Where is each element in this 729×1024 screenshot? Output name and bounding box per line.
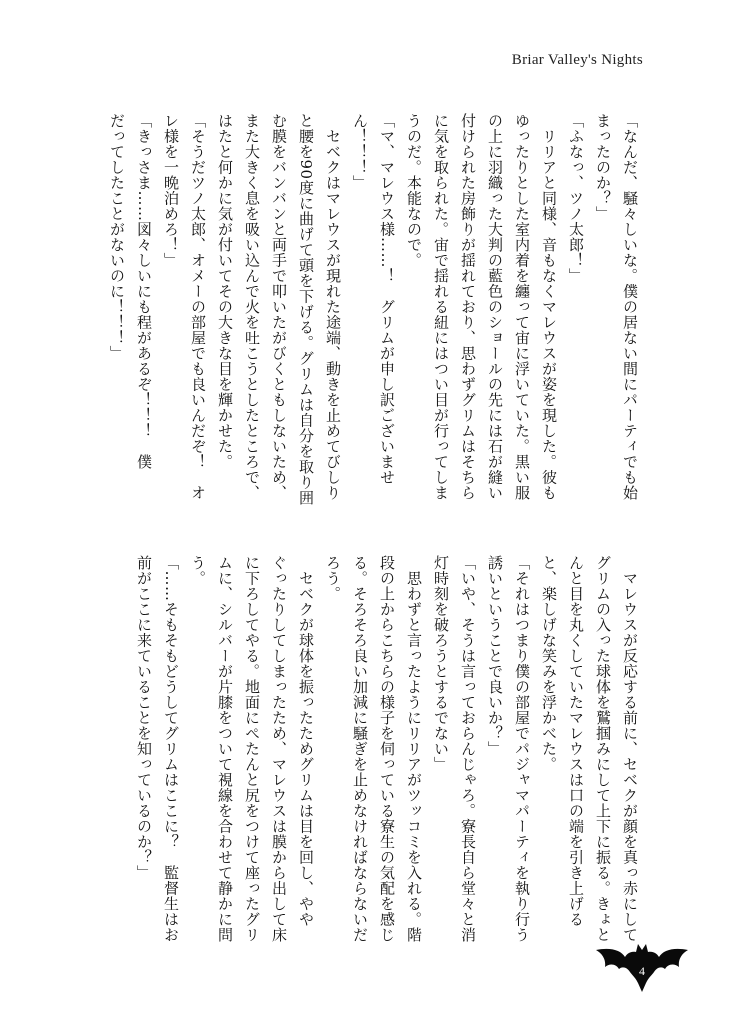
text-line: ムに、シルバーが片膝をついて視線を合わせて静かに問 bbox=[216, 555, 234, 943]
running-header: Briar Valley's Nights bbox=[511, 52, 643, 68]
page-number: 4 bbox=[639, 964, 645, 978]
text-block-top bbox=[103, 113, 643, 508]
text-line: の上に羽織った大判の藍色のショールの先には石が縫い bbox=[486, 113, 504, 501]
text-line: 思わずと言ったようにリリアがツッコミを入れる。階 bbox=[405, 555, 423, 943]
text-line: グリムの入った球体を鷲掴みにして上下に振る。きょと bbox=[594, 555, 612, 943]
text-line: 「……そもそもどうしてグリムはここに？ 監督生はお bbox=[162, 555, 180, 943]
text-line: 「ふなっ、ツノ太郎！」 bbox=[567, 113, 585, 284]
text-line: ゆったりとした室内着を纏って宙に浮いていた。黒い服 bbox=[513, 113, 531, 501]
text-block-bottom bbox=[130, 555, 643, 943]
text-line: ぐったりしてしまったため、マレウスは膜から出して床 bbox=[270, 555, 288, 943]
text-line: 前がここに来ていることを知っているのか？」 bbox=[135, 555, 153, 881]
text-line: と腰を90度に曲げて頭を下げる。グリムは自分を取り囲 bbox=[297, 113, 315, 506]
text-line: 段の上からこちらの様子を伺っている寮生の気配を感じ bbox=[378, 555, 396, 943]
text-line: 灯時刻を破ろうとするでない」 bbox=[432, 555, 450, 772]
text-line: 「なんだ、騒々しいな。僕の居ない間にパーティでも始 bbox=[621, 113, 639, 501]
text-line: マレウスが反応する前に、セベクが顔を真っ赤にして bbox=[621, 555, 639, 943]
text-line: んと目を丸くしていたマレウスは口の端を引き上げる bbox=[567, 555, 585, 927]
page-footer bbox=[594, 942, 690, 994]
text-line: と、楽しげな笑みを浮かべた。 bbox=[540, 555, 558, 772]
text-line: ん！！！」 bbox=[351, 113, 369, 191]
text-line: ろう。 bbox=[324, 555, 342, 602]
text-line: また大きく息を吸い込んで火を吐こうとしたところで、 bbox=[243, 113, 261, 501]
text-line: う。 bbox=[189, 555, 207, 586]
text-line: 付けられた房飾りが揺れており、思わずグリムはそちら bbox=[459, 113, 477, 501]
text-line: る。そろそろ良い加減に騒ぎを止めなければならないだ bbox=[351, 555, 369, 943]
text-line: はたと何かに気が付いてその大きな目を輝かせた。 bbox=[216, 113, 234, 470]
text-line: 誘いということで良いか？」 bbox=[486, 555, 504, 757]
text-line: 「きっさま……図々しいにも程があるぞ！！！ 僕 bbox=[135, 113, 153, 470]
text-line: 「それはつまり僕の部屋でパジャマパーティを執り行う bbox=[513, 555, 531, 943]
text-line: に下ろしてやる。地面にぺたんと尻をつけて座ったグリ bbox=[243, 555, 261, 943]
text-line: 「そうだツノ太郎、オメーの部屋でも良いんだぞ！ オ bbox=[189, 113, 207, 501]
text-line: うのだ。本能なので。 bbox=[405, 113, 423, 268]
text-line: だってしたことがないのに！！！」 bbox=[108, 113, 126, 361]
text-line: レ様を一晩泊めろ！」 bbox=[162, 113, 180, 268]
text-line: セベクはマレウスが現れた途端、動きを止めてびしり bbox=[324, 113, 342, 501]
text-line: 「マ、マレウス様……！ グリムが申し訳ございませ bbox=[378, 113, 396, 485]
text-line: に気を取られた。宙で揺れる紐にはつい目が行ってしま bbox=[432, 113, 450, 501]
text-line: 「いや、そうは言っておらんじゃろ。寮長自ら堂々と消 bbox=[459, 555, 477, 943]
text-line: む膜をバンバンと両手で叩いたがびくともしないため、 bbox=[270, 113, 288, 501]
text-line: リリアと同様、音もなくマレウスが姿を現した。彼も bbox=[540, 113, 558, 501]
text-line: まったのか？」 bbox=[594, 113, 612, 222]
text-line: セベクが球体を振ったためグリムは目を回し、やや bbox=[297, 555, 315, 927]
